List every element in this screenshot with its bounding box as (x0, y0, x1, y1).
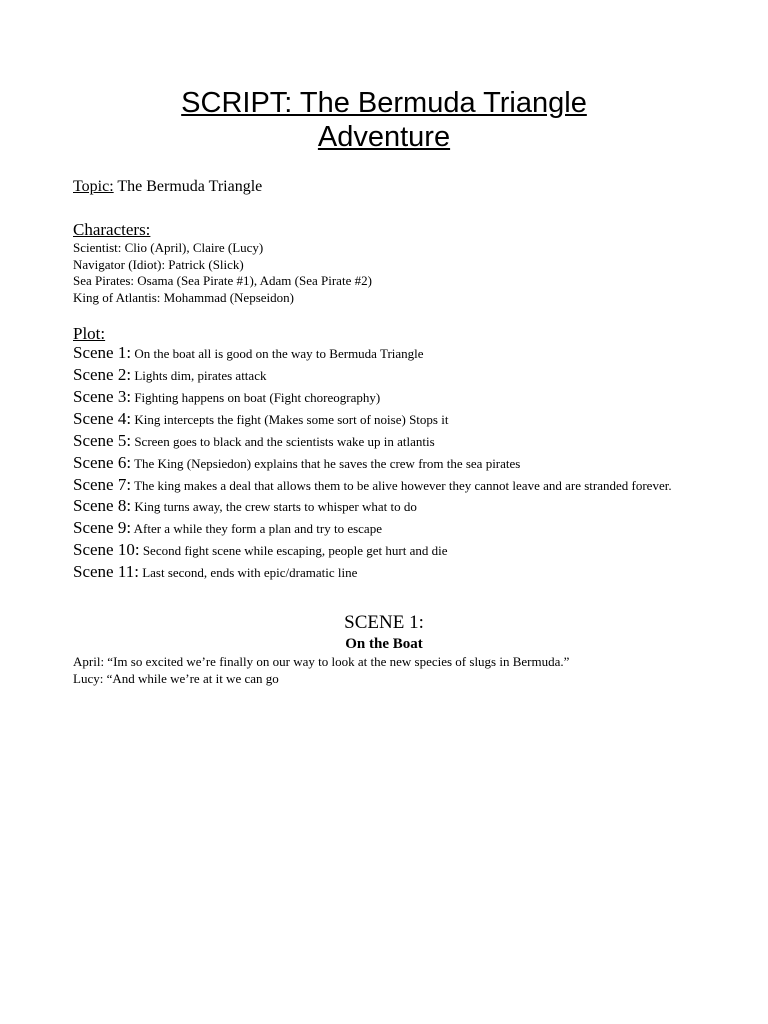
scene-text: The king makes a deal that allows them to be alive however they cannot leave and are stranded forever. (134, 478, 672, 493)
scene-text: King turns away, the crew starts to whisper what to do (134, 499, 417, 514)
scene-text: After a while they form a plan and try to escape (133, 521, 382, 536)
topic-label: Topic: (73, 178, 114, 195)
title-line-1: SCRIPT: The Bermuda Triangle (181, 87, 587, 119)
character-line: Scientist: Clio (April), Claire (Lucy) (73, 240, 264, 255)
characters-heading: Characters: (73, 220, 151, 239)
scene-1-heading: SCENE 1: (344, 612, 424, 633)
scene-text: On the boat all is good on the way to Bermuda Triangle (134, 346, 424, 361)
scene-item: Scene 9: After a while they form a plan and try to escape (73, 518, 382, 537)
scene-label: Scene 8 (73, 496, 127, 515)
scene-item: Scene 1: On the boat all is good on the way to Bermuda Triangle (73, 343, 424, 362)
scene-text: The King (Nepsiedon) explains that he saves the crew from the sea pirates (134, 456, 521, 471)
scene-text: King intercepts the fight (Makes some sort of noise) Stops it (134, 412, 449, 427)
scene-item: Scene 7: The king makes a deal that allows them to be alive however they cannot leave and are stranded forever. (73, 475, 672, 494)
scene-text: Screen goes to black and the scientists wake up in atlantis (134, 434, 435, 449)
topic-line (73, 177, 262, 197)
document-title (0, 86, 768, 154)
scene-label: Scene 10 (73, 540, 135, 559)
scene-item: Scene 11: Last second, ends with epic/dramatic line (73, 562, 358, 581)
scene-item: Scene 8: King turns away, the crew starts to whisper what to do (73, 496, 417, 515)
scene-item: Scene 4: King intercepts the fight (Makes some sort of noise) Stops it (73, 409, 449, 428)
scene-item: Scene 10: Second fight scene while escaping, people get hurt and die (73, 540, 448, 559)
title-line-2: Adventure (317, 121, 451, 153)
character-line: Sea Pirates: Osama (Sea Pirate #1), Adam (Sea Pirate #2) (73, 273, 372, 288)
scene-1-subheading: On the Boat (345, 636, 423, 652)
character-line: Navigator (Idiot): Patrick (Slick) (73, 256, 244, 272)
scene-label: Scene 2 (73, 365, 127, 384)
dialogue-line: Lucy: “And while we’re at it we can go (73, 671, 279, 686)
characters-list (73, 240, 372, 306)
scene-item: Scene 2: Lights dim, pirates attack (73, 365, 267, 384)
topic-value: The Bermuda Triangle (113, 178, 263, 195)
scene-text: Lights dim, pirates attack (134, 368, 267, 383)
scene-text: Second fight scene while escaping, people get hurt and die (142, 543, 448, 558)
dialogue-block (73, 653, 569, 687)
scene-text: Last second, ends with epic/dramatic line (142, 565, 358, 580)
scene-label: Scene 5 (73, 431, 127, 450)
scene-text: Fighting happens on boat (Fight choreography) (134, 390, 381, 405)
scene-label: Scene 1 (73, 343, 127, 362)
scene-label: Scene 3 (73, 387, 127, 406)
scene-label: Scene 11 (73, 562, 135, 581)
scene-label: Scene 6 (73, 453, 127, 472)
scene-label: Scene 9 (73, 518, 127, 537)
scene-label: Scene 4 (73, 409, 127, 428)
scene-label: Scene 7 (73, 475, 127, 494)
dialogue-line: April: “Im so excited we’re finally on our way to look at the new species of slugs in Bermuda.” (73, 654, 570, 669)
character-line: King of Atlantis: Mohammad (Nepseidon) (73, 289, 294, 305)
scene-list (73, 345, 693, 586)
plot-heading: Plot: (73, 324, 106, 343)
scene-item: Scene 5: Screen goes to black and the scientists wake up in atlantis (73, 431, 435, 450)
scene-item: Scene 6: The King (Nepsiedon) explains that he saves the crew from the sea pirates (73, 453, 521, 472)
scene-item: Scene 3: Fighting happens on boat (Fight choreography) (73, 387, 381, 406)
